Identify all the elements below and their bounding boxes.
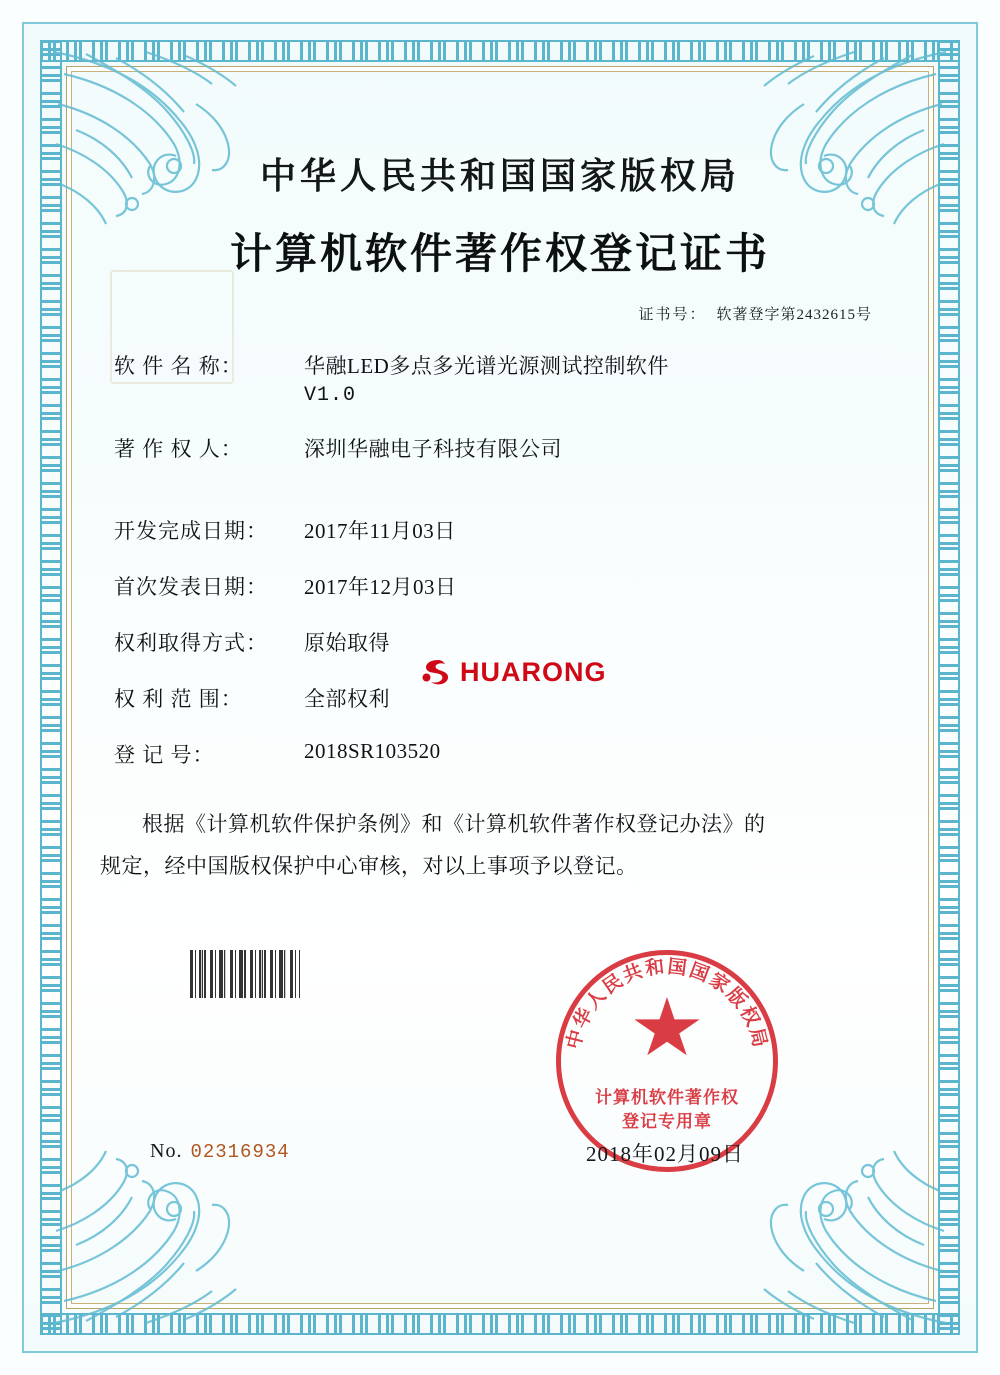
field-value: 2017年11月03日 [304,519,456,543]
serial-number-value: 02316934 [190,1141,290,1163]
field-label: 首次发表日期： [114,575,268,599]
serial-number [150,1140,290,1163]
field-value: 深圳华融电子科技有限公司 [304,437,562,461]
field-software-name [114,350,900,407]
field-label: 开发完成日期： [114,519,268,543]
certificate-number-label: 证书号： [638,307,707,323]
field-first-publish-date [114,571,900,601]
seal-line-1: 计算机软件著作权 [595,1088,739,1107]
field-value: 全部权利 [304,687,390,711]
field-value: 2017年12月03日 [304,575,457,599]
field-copyright-owner [114,433,900,463]
field-value: 原始取得 [304,631,390,655]
field-value: 2018SR103520 [304,739,441,763]
legal-statement-line-1: 根据《计算机软件保护条例》和《计算机软件著作权登记办法》的 [142,812,766,836]
page-title: 计算机软件著作权登记证书 [229,232,770,278]
field-label: 著 作 权 人： [114,437,243,461]
field-label: 权 利 范 围： [114,687,243,711]
certificate-number [100,303,900,324]
field-development-date [114,515,900,545]
huarong-logo-icon [418,655,452,689]
huarong-logo [418,655,607,689]
field-label: 登 记 号： [114,743,215,767]
huarong-logo-text: HUARONG [460,656,607,687]
seal-ring-text [561,955,773,1167]
field-rights-acquisition [114,627,900,657]
field-value [304,350,900,407]
field-value-version: V1.0 [304,384,357,407]
serial-number-label: No. [150,1140,183,1162]
issue-date: 2018年02月09日 [586,1142,744,1166]
legal-statement-line-2: 规定，经中国版权保护中心审核，对以上事项予以登记。 [100,854,638,878]
field-registration-number [114,739,900,769]
legal-statement [100,803,900,887]
svg-text:中华人民共和国国家版权局: 中华人民共和国国家版权局 [563,956,771,1052]
issuing-authority: 中华人民共和国国家版权局 [259,156,740,196]
certificate-number-value: 软著登字第2432615号 [716,307,872,323]
field-value-main: 华融LED多点多光谱光源测试控制软件 [304,354,669,378]
field-label: 软 件 名 称： [114,354,243,378]
barcode [190,950,300,998]
field-list [100,350,900,769]
field-label: 权利取得方式： [114,631,268,655]
seal-line-2: 登记专用章 [622,1112,712,1131]
certificate-content [100,120,900,887]
